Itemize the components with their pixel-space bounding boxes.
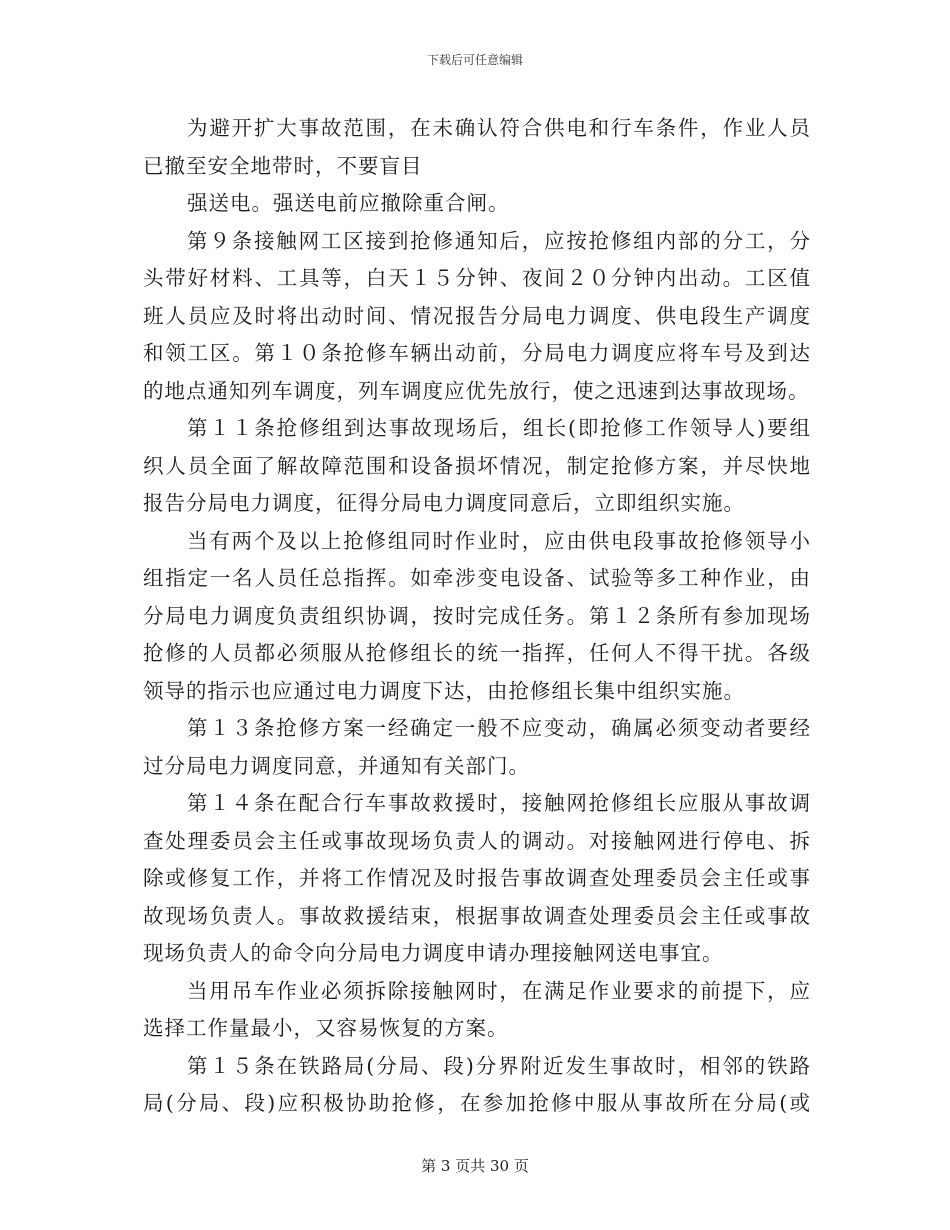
text-line: 除或修复工作，并将工作情况及时报告事故调查处理委员会主任或事 (143, 866, 811, 890)
text-line: 抢修的人员都必须服从抢修组长的统一指挥，任何人不得干扰。各级 (143, 641, 811, 665)
text-line: 现场负责人的命令向分局电力调度申请办理接触网送电事宜。 (143, 941, 724, 965)
text-line: 为避开扩大事故范围，在未确认符合供电和行车条件，作业人员 (187, 116, 811, 140)
text-line: 第１３条抢修方案一经确定一般不应变动，确属必须变动者要经 (187, 716, 811, 740)
document-body (143, 110, 811, 1123)
text-line: 当有两个及以上抢修组同时作业时，应由供电段事故抢修领导小 (187, 528, 811, 553)
text-line: 班人员应及时将出动时间、情况报告分局电力调度、供电段生产调度 (143, 303, 811, 328)
text-line: 组指定一名人员任总指挥。如牵涉变电设备、试验等多工种作业，由 (143, 566, 811, 590)
text-line: 局(分局、段)应积极协助抢修，在参加抢修中服从事故所在分局(或 (143, 1091, 811, 1115)
text-line: 第９条接触网工区接到抢修通知后，应按抢修组内部的分工，分 (187, 228, 811, 253)
text-line: 分局电力调度负责组织协调，按时完成任务。第１２条所有参加现场 (143, 603, 811, 628)
text-line: 过分局电力调度同意，并通知有关部门。 (143, 753, 530, 778)
text-line: 第１５条在铁路局(分局、段)分界附近发生事故时，相邻的铁路 (187, 1053, 811, 1078)
text-line: 织人员全面了解故障范围和设备损坏情况，制定抢修方案，并尽快地 (143, 453, 811, 478)
page-number-footer: 第 3 页共 30 页 (421, 1157, 529, 1175)
text-line: 已撤至安全地带时，不要盲目 (143, 153, 423, 178)
text-line: 查处理委员会主任或事故现场负责人的调动。对接触网进行停电、拆 (143, 828, 811, 853)
text-line: 的地点通知列车调度，列车调度应优先放行，使之迅速到达事故现场。 (143, 378, 810, 403)
page-header-note: 下载后可任意编辑 (426, 53, 523, 67)
text-line: 选择工作量最小，又容易恢复的方案。 (143, 1016, 509, 1040)
text-line: 当用吊车作业必须拆除接触网时，在满足作业要求的前提下，应 (187, 978, 811, 1003)
text-line: 故现场负责人。事故救援结束，根据事故调查处理委员会主任或事故 (143, 903, 811, 928)
text-line: 第１１条抢修组到达事故现场后，组长(即抢修工作领导人)要组 (187, 416, 811, 440)
text-line: 第１４条在配合行车事故救援时，接触网抢修组长应服从事故调 (187, 791, 811, 815)
text-line: 头带好材料、工具等，白天１５分钟、夜间２０分钟内出动。工区值 (143, 266, 811, 290)
text-line: 和领工区。第１０条抢修车辆出动前，分局电力调度应将车号及到达 (143, 341, 811, 365)
text-line: 强送电。强送电前应撤除重合闸。 (187, 191, 510, 215)
text-line: 领导的指示也应通过电力调度下达，由抢修组长集中组织实施。 (143, 678, 745, 703)
text-line: 报告分局电力调度，征得分局电力调度同意后，立即组织实施。 (143, 491, 745, 515)
